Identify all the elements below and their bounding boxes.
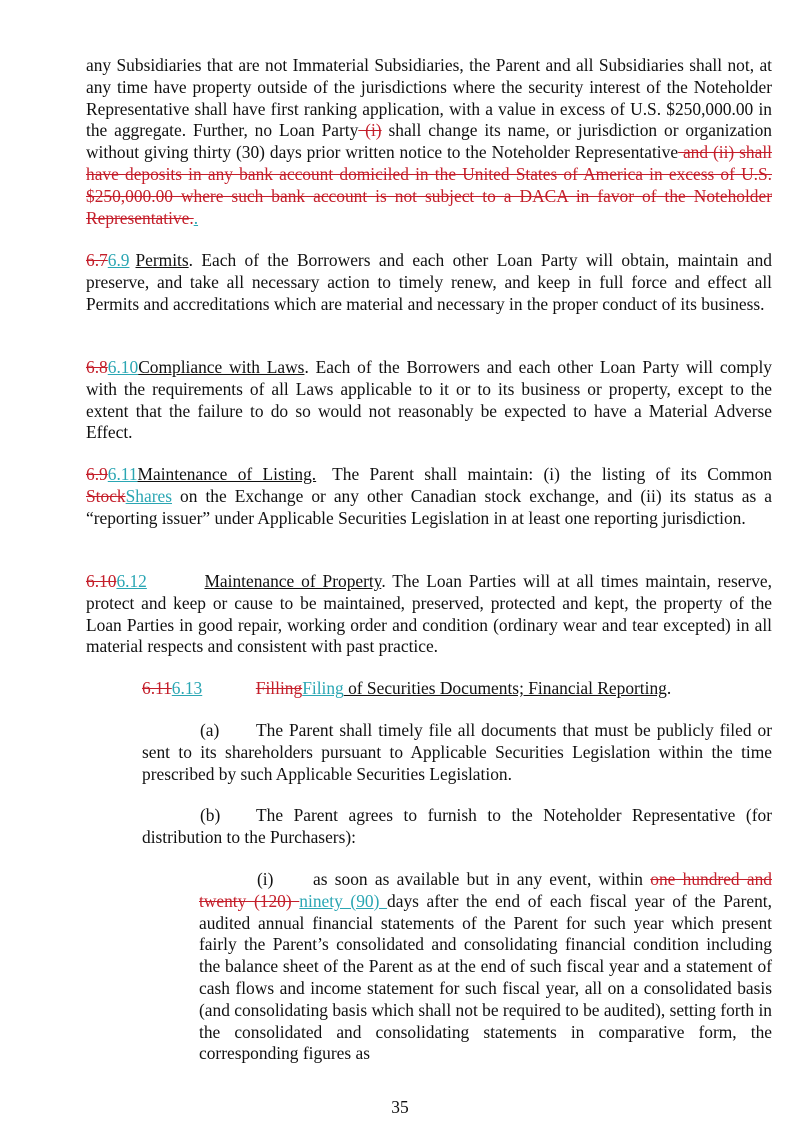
intro-text-2: shall change its name, or jurisdiction or organization without giving thirty (30) days prior written notice to the Noteholder Representative <box>86 120 772 163</box>
inserted-section-number: 6.13 <box>171 678 203 698</box>
page-number: 35 <box>391 1097 409 1117</box>
inserted-section-number: 6.12 <box>116 571 147 591</box>
section-body: . The Loan Parties will at all times maintain, reserve, protect and keep or cause to be maintained, preserved, protected and kept, the property of the Loan Parties in good repair, working order and condition (ordinary wear and tear excepted) in all material respects and consistent with past practice. <box>86 571 772 657</box>
section-body: . Each of the Borrowers and each other Loan Party will comply with the requirements of all Laws applicable to it or to its business or property, except to the extent that the failure to do so would not reasonably be expected to have a Material Adverse Effect. <box>86 357 772 443</box>
inserted-section-number: 6.11 <box>107 464 138 484</box>
section-heading: Maintenance of Listing. <box>137 464 317 484</box>
heading-period: . <box>666 678 672 698</box>
deleted-section-number: 6.8 <box>86 357 108 377</box>
paragraph-body: The Parent shall timely file all documents that must be publicly filed or sent to its shareholders pursuant to Applicable Securities Legislation within the time prescribed by such Applicable Securities Legislation. <box>142 720 772 784</box>
intro-text-1: any Subsidiaries that are not Immaterial Subsidiaries, the Parent and all Subsidiaries shall not, at any time have property outside of the jurisdictions where the security interest of the Noteholder Representative shall have first ranking application, with a value in excess of U.S. $250,000.00 in the aggregate. Further, no Loan Party <box>86 55 772 141</box>
paragraph-label: (b) <box>200 805 221 825</box>
section-body: . Each of the Borrowers and each other Loan Party will obtain, maintain and preserve, and take all necessary action to timely renew, and keep in full force and effect all Permits and accreditations which are material and necessary in the proper conduct of its business. <box>86 250 772 314</box>
section-6-11-listing <box>86 464 772 529</box>
section-6-9-permits <box>86 250 772 315</box>
deleted-section-number: 6.10 <box>86 571 117 591</box>
section-heading: Maintenance of Property <box>204 571 382 591</box>
inserted-text: ninety (90) <box>299 890 388 911</box>
section-heading: Compliance with Laws <box>138 357 305 377</box>
intro-paragraph <box>86 55 772 229</box>
deleted-text: Filling <box>255 678 303 698</box>
deleted-text: Stock <box>86 485 126 506</box>
deleted-section-number: 6.9 <box>86 464 108 484</box>
paragraph-body-2: days after the end of each fiscal year of the Parent, audited annual financial statements of the Parent for such year which present fairly the Parent’s consolidated and consolidating financial condition including the balance sheet of the Parent as at the end of such fiscal year and a statement of cash flows and income statement for such fiscal year, all on a consolidated basis (and consolidating basis which shall not be required to be audited), setting forth in the consolidated and consolidating statements in comparative form, the corresponding figures as <box>199 890 772 1064</box>
deleted-section-number: 6.11 <box>142 678 172 698</box>
section-body-1: The Parent shall maintain: (i) the listing of its Common <box>332 464 772 484</box>
section-6-13-filing <box>86 678 772 700</box>
deleted-text: one hundred and twenty (120) <box>199 869 772 911</box>
inserted-section-number: 6.9 <box>107 250 130 270</box>
paragraph-body-1: as soon as available but in any event, within <box>313 869 651 889</box>
inserted-text: . <box>193 207 199 228</box>
inserted-space <box>316 464 328 486</box>
paragraph-i <box>199 869 772 1065</box>
inserted-text: Filing <box>302 678 344 698</box>
paragraph-body: The Parent agrees to furnish to the Noteholder Representative (for distribution to the Purchasers): <box>142 805 772 847</box>
section-heading: Permits <box>135 250 189 270</box>
paragraph-b <box>142 805 772 849</box>
section-6-12-property <box>86 571 772 658</box>
section-heading: of Securities Documents; Financial Reporting <box>343 678 667 698</box>
deleted-text: (i) <box>358 120 382 141</box>
section-6-10-compliance <box>86 357 772 444</box>
paragraph-label: (i) <box>257 869 274 889</box>
paragraph-a <box>142 720 772 785</box>
section-body-2: on the Exchange or any other Canadian stock exchange, and (ii) its status as a “reporting issuer” under Applicable Securities Legislation in at least one reporting jurisdiction. <box>86 485 772 528</box>
inserted-text: Shares <box>125 485 172 506</box>
paragraph-label: (a) <box>200 720 220 740</box>
inserted-section-number: 6.10 <box>107 357 139 377</box>
deleted-text: and (ii) shall have deposits in any bank account domiciled in the United States of America in excess of U.S. $250,000.00 where such bank account is not subject to a DACA in favor of the Noteholder Representative. <box>86 142 772 228</box>
deleted-section-number: 6.7 <box>86 250 108 270</box>
